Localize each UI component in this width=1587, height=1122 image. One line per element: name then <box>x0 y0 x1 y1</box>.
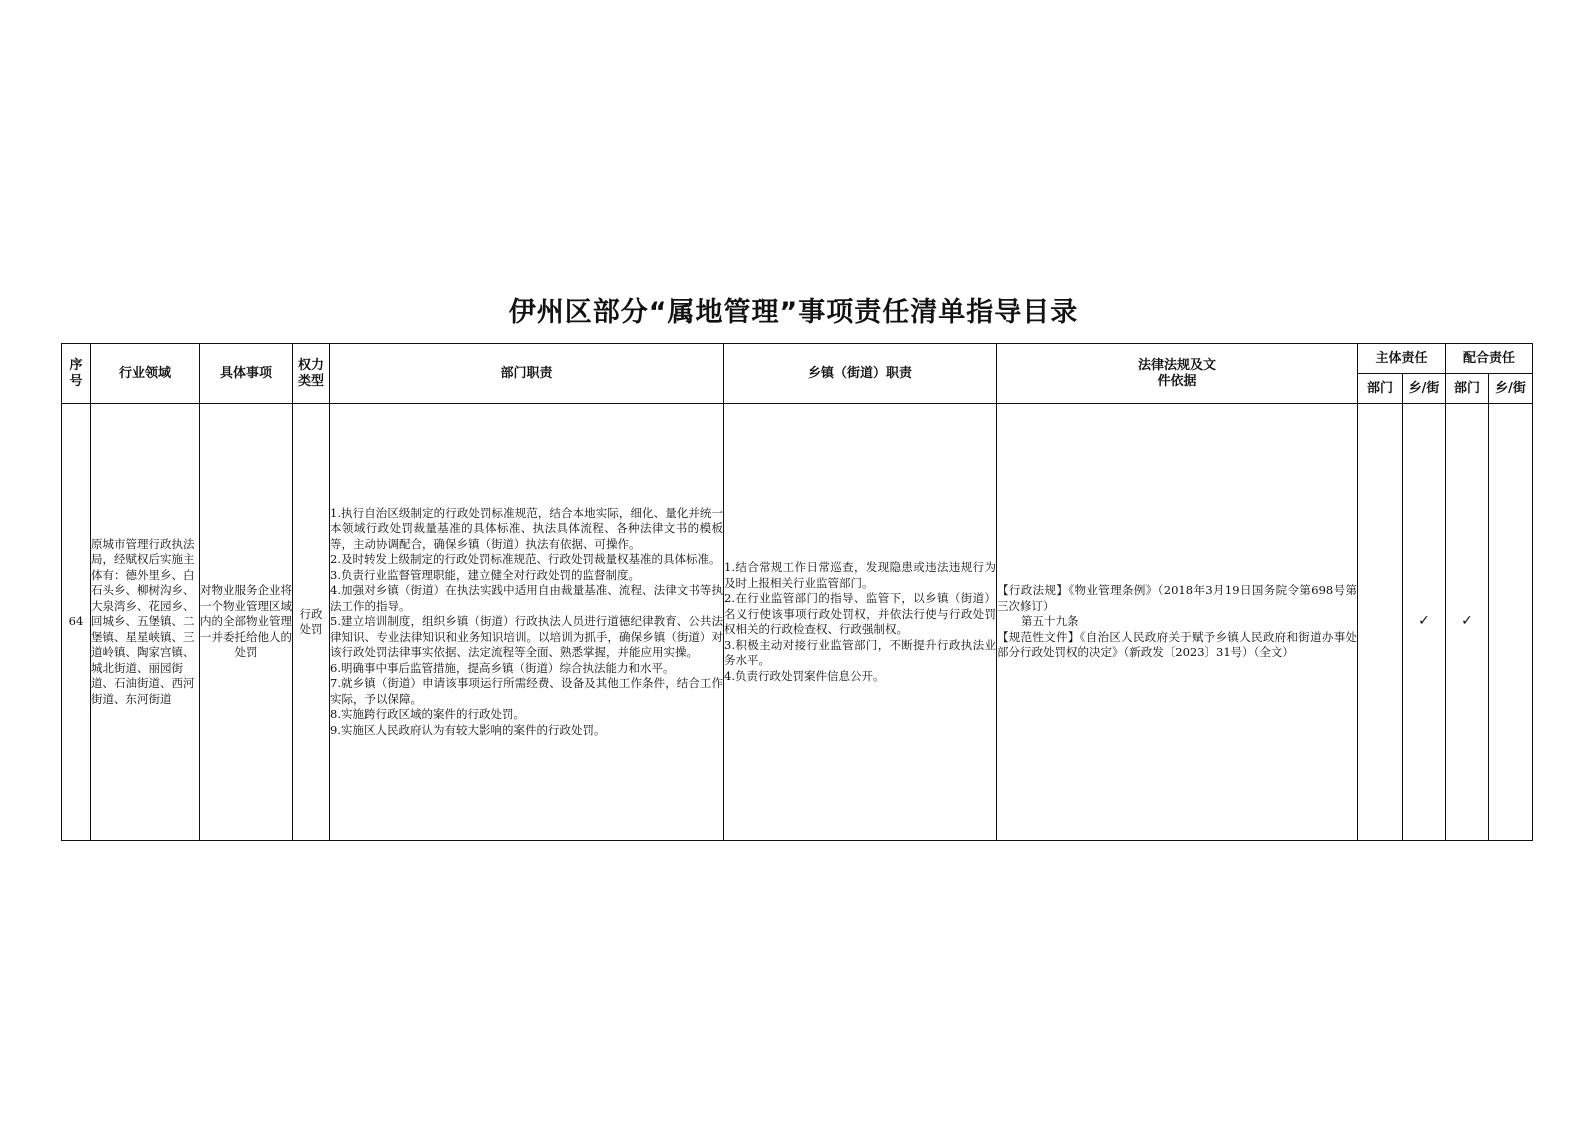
dept-duty-item: 5.建立培训制度，组织乡镇（街道）行政执法人员进行道德纪律教育、公共法律知识、专业法律知识和业务知识培训。以培训为抓手，确保乡镇（街道）对该行政处罚法律事实依据、法定流程等全面、熟悉掌握，并能应用实操。 <box>330 614 723 660</box>
cell-coop-dept-check: ✓ <box>1446 404 1489 841</box>
header-law: 法律法规及文件依据 <box>997 344 1358 404</box>
cell-industry: 原城市管理行政执法局，经赋权后实施主体有：德外里乡、白石头乡、柳树沟乡、大泉湾乡、花园乡、回城乡、五堡镇、二堡镇、星星峡镇、三道岭镇、陶家宫镇、城北街道、丽园街道、石油街道、西河街道、东河街道 <box>91 404 200 841</box>
cell-law <box>997 404 1358 841</box>
cell-seq: 64 <box>62 404 91 841</box>
table-row <box>62 404 1533 841</box>
header-coop-dept: 部门 <box>1446 374 1489 404</box>
dept-duty-item: 4.加强对乡镇（街道）在执法实践中适用自由裁量基准、流程、法律文书等执法工作的指导。 <box>330 583 723 613</box>
law-item: 【规范性文件】《自治区人民政府关于赋予乡镇人民政府和街道办事处部分行政处罚权的决定》（新政发〔2023〕31号）（全文） <box>997 629 1357 660</box>
cell-main-town-check: ✓ <box>1403 404 1446 841</box>
dept-duty-item: 8.实施跨行政区域的案件的行政处罚。 <box>330 707 525 722</box>
header-seq: 序号 <box>62 344 91 404</box>
header-item: 具体事项 <box>200 344 293 404</box>
town-duty-item: 3.积极主动对接行业监管部门，不断提升行政执法业务水平。 <box>724 637 996 667</box>
dept-duty-item: 3.负责行业监督管理职能，建立健全对行政处罚的监督制度。 <box>330 567 640 582</box>
dept-duty-item: 7.就乡镇（街道）申请该事项运行所需经费、设备及其他工作条件，结合工作实际，予以保障。 <box>330 676 723 706</box>
header-industry: 行业领域 <box>91 344 200 404</box>
dept-duty-item: 1.执行自治区级制定的行政处罚标准规范，结合本地实际，细化、量化并统一本领域行政处罚裁量基准的具体标准、执法具体流程、各种法律文书的模板等，主动协调配合，确保乡镇（街道）执法有依据、可操作。 <box>330 505 723 551</box>
page-title: 伊州区部分“属地管理”事项责任清单指导目录 <box>508 297 1079 328</box>
header-coop-town: 乡/街 <box>1489 374 1533 404</box>
dept-duty-item: 9.实施区人民政府认为有较大影响的案件的行政处罚。 <box>330 722 606 737</box>
cell-item: 对物业服务企业将一个物业管理区域内的全部物业管理一并委托给他人的处罚 <box>200 404 293 841</box>
cell-coop-town <box>1489 404 1533 841</box>
header-main-dept: 部门 <box>1358 374 1403 404</box>
dept-duty-item: 6.明确事中事后监管措施，提高乡镇（街道）综合执法能力和水平。 <box>330 660 675 675</box>
cell-main-dept <box>1358 404 1403 841</box>
cell-power-type: 行政处罚 <box>293 404 330 841</box>
header-dept-duty: 部门职责 <box>330 344 724 404</box>
header-main-responsibility: 主体责任 <box>1358 344 1446 374</box>
header-power-type: 权力类型 <box>293 344 330 404</box>
cell-dept-duty <box>330 404 724 841</box>
town-duty-item: 2.在行业监管部门的指导、监管下，以乡镇（街道）名义行使该事项行政处罚权，并依法行使与行政处罚权相关的行政检查权、行政强制权。 <box>724 591 996 636</box>
responsibility-table <box>61 343 1533 841</box>
header-coop-responsibility: 配合责任 <box>1446 344 1533 374</box>
town-duty-item: 1.结合常规工作日常巡查，发现隐患或违法违规行为及时上报相关行业监管部门。 <box>724 560 996 590</box>
dept-duty-item: 2.及时转发上级制定的行政处罚标准规范、行政处罚裁量权基准的具体标准。 <box>330 552 721 567</box>
law-item: 【行政法规】《物业管理条例》（2018年3月19日国务院令第698号第三次修订） <box>997 583 1357 613</box>
header-town-duty: 乡镇（街道）职责 <box>724 344 997 404</box>
header-main-town: 乡/街 <box>1403 374 1446 404</box>
town-duty-item: 4.负责行政处罚案件信息公开。 <box>724 668 885 683</box>
law-item: 第五十九条 <box>1021 614 1079 629</box>
cell-town-duty <box>724 404 997 841</box>
header-row-1 <box>62 344 1533 374</box>
